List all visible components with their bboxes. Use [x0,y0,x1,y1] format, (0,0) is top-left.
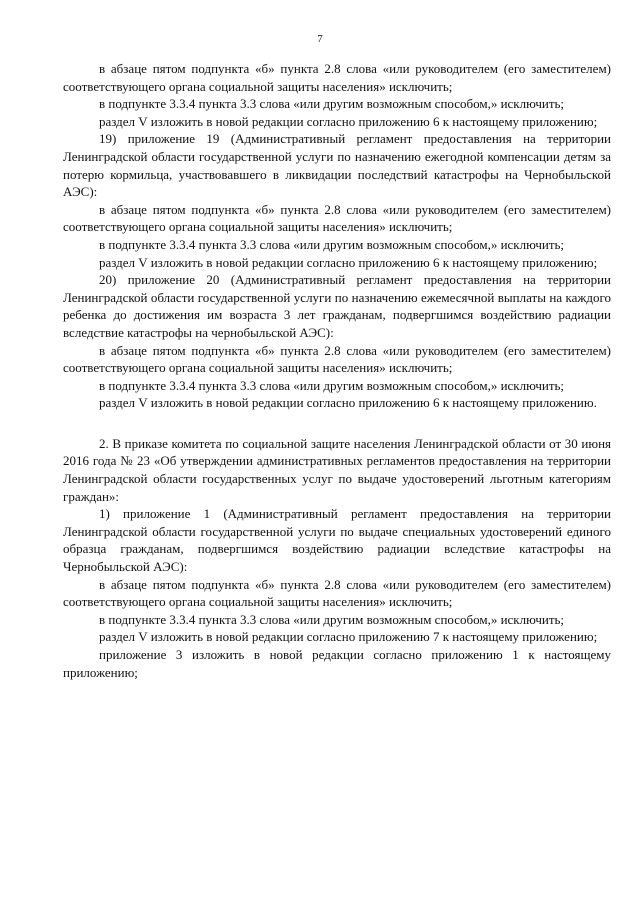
document-body [63,60,611,681]
paragraph: 20) приложение 20 (Административный регламент предоставления на территории Ленинградской области государственной услуги по назначению ежемесячной выплаты на каждого ребенка до достижения им возраста 3 лет гражданам, подвергшимся воздействию радиации вследствие катастрофы на чернобыльской АЭС): [63,272,611,340]
paragraph: раздел V изложить в новой редакции согласно приложению 6 к настоящему приложению; [99,254,598,270]
paragraph: в подпункте 3.3.4 пункта 3.3 слова «или другим возможным способом,» исключить; [99,236,565,252]
paragraph: в абзаце пятом подпункта «б» пункта 2.8 слова «или руководителем (его заместителем) соответствующего органа социальной защиты населения» исключить; [63,201,611,235]
paragraph: в подпункте 3.3.4 пункта 3.3 слова «или другим возможным способом,» исключить; [99,377,565,393]
paragraph: в подпункте 3.3.4 пункта 3.3 слова «или другим возможным способом,» исключить; [99,611,565,627]
paragraph: в подпункте 3.3.4 пункта 3.3 слова «или другим возможным способом,» исключить; [99,96,565,112]
page-number: 7 [317,33,323,45]
paragraph: 19) приложение 19 (Административный регламент предоставления на территории Ленинградской области государственной услуги по назначению ежегодной компенсации детям за потерю кормильца, участвовавшего в ликвидации последствий катастрофы на Чернобыльской АЭС): [63,131,611,200]
paragraph: в абзаце пятом подпункта «б» пункта 2.8 слова «или руководителем (его заместителем) соответствующего органа социальной защиты населения» исключить; [63,342,611,376]
paragraph: в абзаце пятом подпункта «б» пункта 2.8 слова «или руководителем (его заместителем) соответствующего органа социальной защиты населения» исключить; [63,576,611,610]
paragraph: приложение 3 изложить в новой редакции согласно приложению 1 к настоящему приложению; [63,647,611,680]
paragraph: 1) приложение 1 (Административный регламент предоставления на территории Ленинградской области государственной услуги по выдаче специальных удостоверений единого образца гражданам, подвергшимся воздействию радиации вследствие катастрофы на Чернобыльской АЭС): [63,506,611,575]
paragraph: раздел V изложить в новой редакции согласно приложению 6 к настоящему приложению. [99,395,597,411]
paragraph: раздел V изложить в новой редакции согласно приложению 6 к настоящему приложению; [99,113,598,129]
paragraph: раздел V изложить в новой редакции согласно приложению 7 к настоящему приложению; [99,629,598,645]
paragraph: в абзаце пятом подпункта «б» пункта 2.8 слова «или руководителем (его заместителем) соответствующего органа социальной защиты населения» исключить; [63,61,611,94]
section-spacer [63,412,611,435]
paragraph: 2. В приказе комитета по социальной защите населения Ленинградской области от 30 июня 2016 года № 23 «Об утверждении административных регламентов предоставления на территории Ленинградской области государственных услуг по выдаче удостоверений льготным категориям граждан»: [63,435,611,504]
